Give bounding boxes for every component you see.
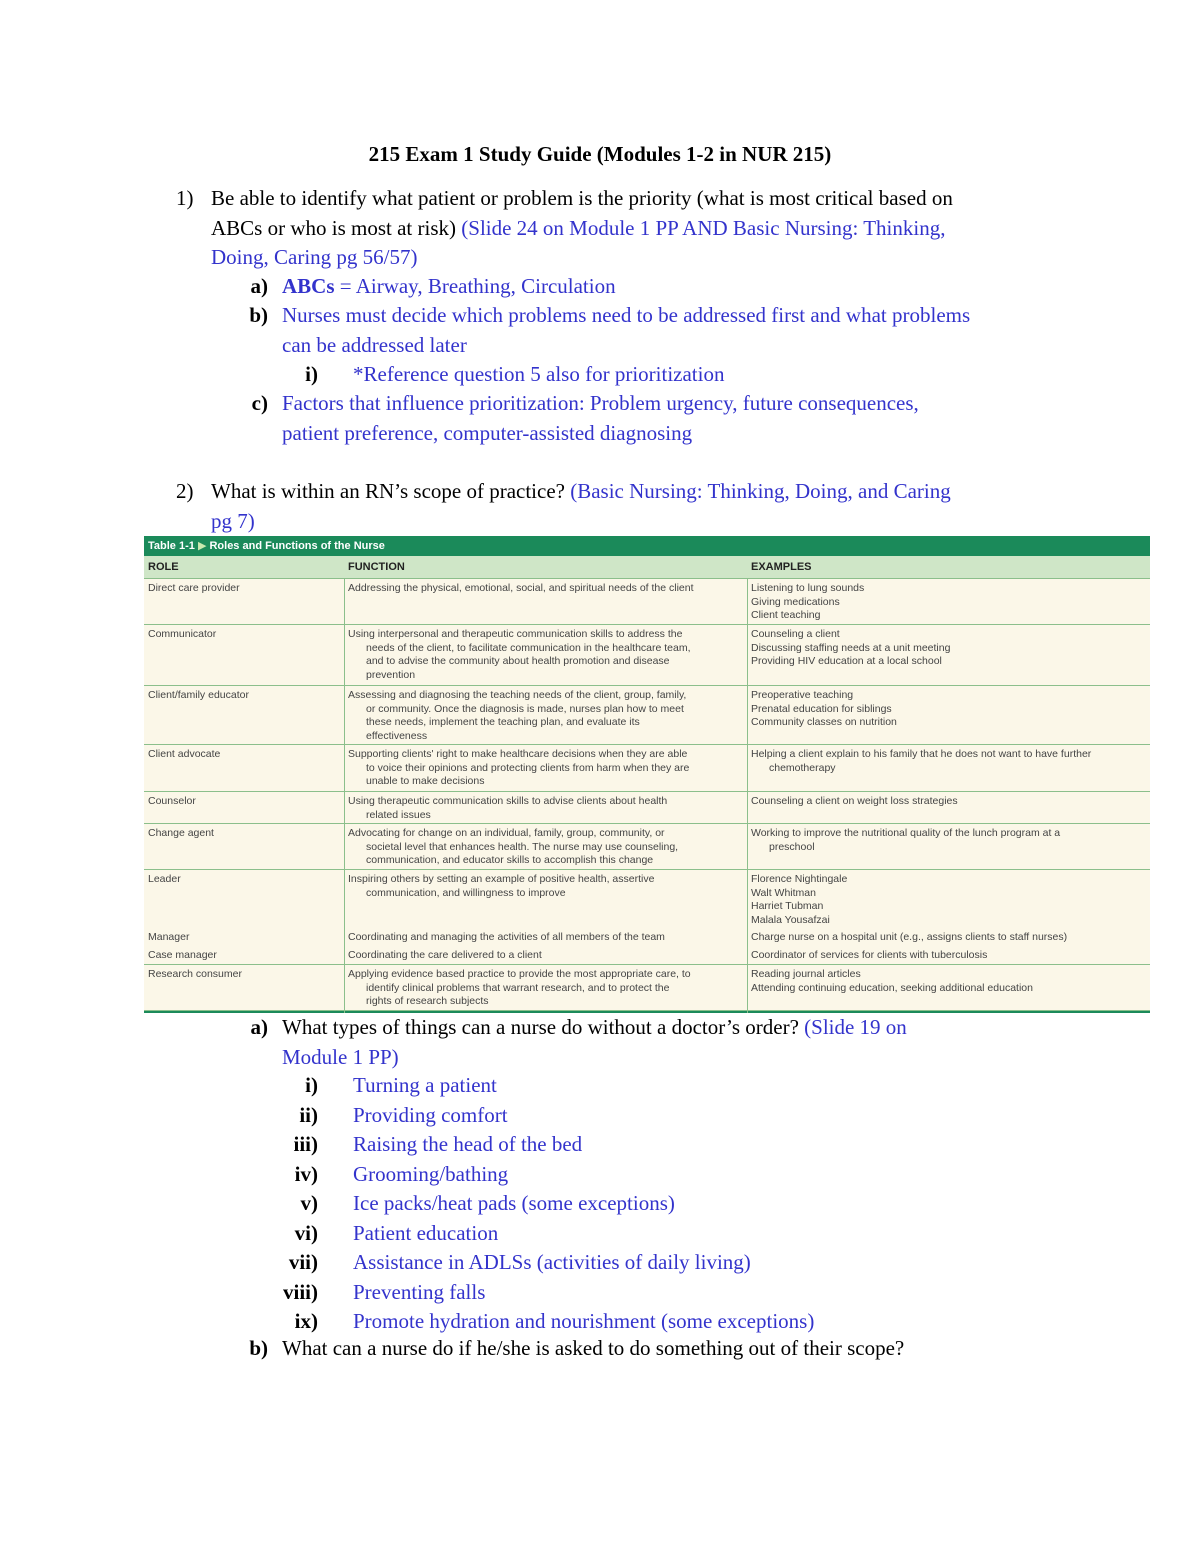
role-cell: Client/family educator [148,689,249,701]
list-marker: iv) [294,1161,318,1186]
examples-cell: Counseling a client Discussing staffing needs at a unit meeting Providing HIV education at a local school [751,628,951,667]
function-cell: Using therapeutic communication skills to advise clients about health related issues [348,795,668,821]
table-row [144,946,1150,965]
list-item-text: Raising the head of the bed [353,1132,583,1156]
list-marker: vi) [294,1220,318,1245]
question-text-line: What is within an RN’s scope of practice? (Basic Nursing: Thinking, Doing, and Caring [211,479,951,503]
list-item-text: Turning a patient [353,1073,497,1097]
list-item-text: Grooming/bathing [353,1161,509,1186]
column-header: ROLE [148,561,179,573]
function-cell: Advocating for change on an individual, family, group, community, or societal level that enhances health. The nurse may use counseling, communication, and educator skills to accomplish this change [348,827,679,866]
examples-cell: Coordinator of services for clients with tuberculosis [751,949,988,961]
role-cell: Case manager [148,949,217,961]
table-header-row [144,556,1150,579]
examples-cell: Florence Nightingale Walt Whitman Harriet Tubman Malala Yousafzai [751,873,848,926]
table-row [144,824,1150,870]
arrow-icon: ▶ [197,540,207,552]
reference-text: Module 1 PP) [282,1044,399,1069]
examples-cell: Working to improve the nutritional quality of the lunch program at a preschool [751,827,1061,853]
table-row [144,965,1150,1011]
list-marker: a) [250,274,268,298]
list-marker: b) [249,1336,268,1360]
role-cell: Client advocate [148,748,221,760]
table-row [144,625,1150,686]
column-header: EXAMPLES [751,561,812,573]
examples-cell: Reading journal articles Attending continuing education, seeking additional education [751,968,1033,994]
function-cell: Coordinating and managing the activities of all members of the team [348,931,665,943]
list-item-text: Promote hydration and nourishment (some exceptions) [353,1309,815,1333]
reference-text: (Slide 19 on [804,1015,907,1039]
reference-text: Doing, Caring pg 56/57) [211,245,418,269]
role-cell: Communicator [148,628,217,640]
question-text-line: Be able to identify what patient or problem is the priority (what is most critical based on [211,186,953,210]
list-marker: b) [249,303,268,327]
role-cell: Leader [148,873,181,885]
question-number: 2) [176,479,194,503]
examples-cell: Helping a client explain to his family that he does not want to have further chemotherapy [751,748,1092,774]
column-divider [747,578,748,1013]
table-row [144,745,1150,792]
reference-text: (Basic Nursing: Thinking, Doing, and Caring [570,479,951,503]
examples-cell: Preoperative teaching Prenatal education for siblings Community classes on nutrition [751,689,897,728]
list-item-text: Patient education [353,1220,499,1245]
list-item-text: Ice packs/heat pads (some exceptions) [353,1191,675,1215]
question-text-line: ABCs or who is most at risk) (Slide 24 on Module 1 PP AND Basic Nursing: Thinking, [211,215,946,240]
list-item-text: Providing comfort [353,1102,508,1127]
role-cell: Manager [148,931,190,943]
list-item-text: Assistance in ADLSs (activities of daily living) [353,1250,751,1274]
list-marker: c) [251,391,268,415]
examples-cell: Listening to lung sounds Giving medications Client teaching [751,582,865,621]
list-marker: vii) [288,1250,318,1274]
reference-text: pg 7) [211,508,255,533]
list-marker: i) [305,362,318,386]
table-row [144,579,1150,625]
question-number: 1) [176,186,194,210]
list-marker: ii) [299,1102,318,1127]
list-marker: i) [305,1073,318,1097]
examples-cell: Counseling a client on weight loss strategies [751,795,958,807]
list-item-text: Preventing falls [353,1279,486,1304]
table-row [144,870,1150,928]
table-row [144,928,1150,946]
function-cell: Using interpersonal and therapeutic communication skills to address the needs of the client, to facilitate communication in the healthcare team, and to advise the community about health promotion and disease prevention [348,628,691,681]
list-marker: v) [300,1191,318,1215]
reference-text: (Slide 24 on Module 1 PP AND Basic Nursing: Thinking, [461,215,946,240]
function-cell: Assessing and diagnosing the teaching needs of the client, group, family, or community. Once the diagnosis is made, nurses plan how to meet these needs, implement the teaching plan, and evaluate its effectiveness [348,689,687,742]
list-marker: ix) [294,1309,318,1333]
table-body [144,579,1150,1013]
list-marker: a) [250,1015,268,1039]
role-cell: Change agent [148,827,214,839]
page-title: 215 Exam 1 Study Guide (Modules 1-2 in NUR 215) [368,142,832,166]
role-cell: Research consumer [148,968,242,980]
role-cell: Counselor [148,795,196,807]
column-header: FUNCTION [348,561,405,573]
roles-functions-table [144,536,1150,1013]
table-row [144,792,1150,824]
function-cell: Addressing the physical, emotional, social, and spiritual needs of the client [348,582,694,594]
column-divider [344,578,345,1013]
list-marker: iii) [293,1132,318,1156]
function-cell: Coordinating the care delivered to a client [348,949,542,961]
table-row [144,686,1150,745]
abcs-term: ABCs [282,274,335,298]
function-cell: Supporting clients' right to make healthcare decisions when they are able to voice their opinions and protecting clients from harm when they are unable to make decisions [348,748,690,787]
table-caption: Table 1-1 ▶ Roles and Functions of the Nurse [144,536,1150,556]
function-cell: Inspiring others by setting an example of positive health, assertive communication, and willingness to improve [348,873,655,899]
function-cell: Applying evidence based practice to provide the most appropriate care, to identify clinical problems that warrant research, and to protect the rights of research subjects [348,968,691,1007]
examples-cell: Charge nurse on a hospital unit (e.g., assigns clients to staff nurses) [751,931,1068,943]
list-marker: viii) [283,1279,318,1304]
role-cell: Direct care provider [148,582,240,594]
